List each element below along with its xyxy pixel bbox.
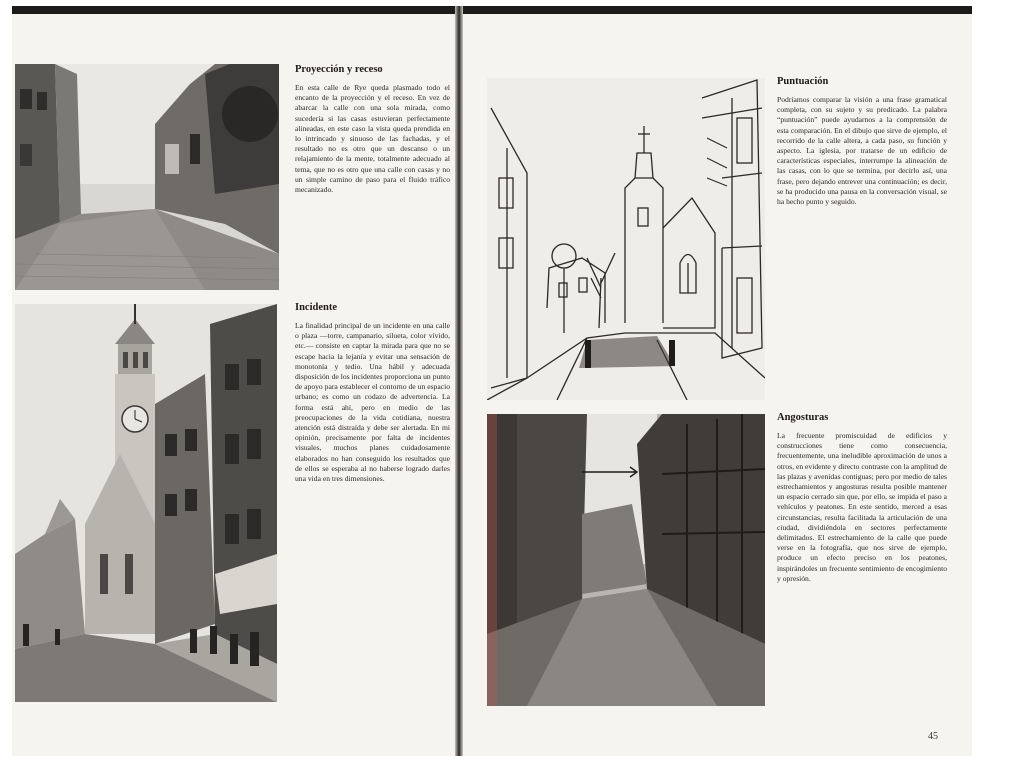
- section-title: Angosturas: [777, 412, 829, 423]
- section-body: La frecuente promiscuidad de edificios y construcciones tiene como consecuencia, frecuentemente, una ineludible aproximación de unos a otros, en evidente y directo contraste con la amplitud de las plazas y avenidas contiguas; pero por medio de tales estrechamientos y angosturas resulta posible mantener un espacio cerrado sin que, por ello, se impida el paso a vehículos y peatones. En este sentido, merced a esas circunstancias, resulta facilitada la articulación de una ciudad, dividiéndola en sectores perfectamente delimitados. El estrechamiento de la calle que puede verse en la fotografía, que nos sirve de ejemplo, produce un efecto preciso en los peatones, inspirándoles un frecuente sentimiento de encogimiento y opresión.: [777, 431, 947, 583]
- section-puntuacion: [777, 76, 947, 207]
- section-proyeccion: [295, 64, 450, 195]
- photo-rye-street: [15, 64, 279, 290]
- section-title: Incidente: [295, 302, 337, 313]
- photo-narrow-street: [487, 414, 765, 706]
- section-body: En esta calle de Rye queda plasmado todo el encanto de la proyección y el receso. En vez de abarcar la calle con una sola mirada, como sucedería si las casas estuvieran perfectamente alineadas, en este caso la vista queda prendida en lo intrincado y sinuoso de las fachadas, y el resultado no es otro que un descanso o un relajamiento de la mente, totalmente adecuado al tema, que no es otro que una calle con casas y no un simple camino de paso para el fluido tráfico mecanizado.: [295, 83, 450, 195]
- book-gutter: [455, 6, 463, 756]
- page-number: 45: [928, 731, 938, 742]
- section-angosturas: [777, 412, 947, 584]
- right-page: [463, 14, 972, 756]
- book-spread: [12, 6, 972, 756]
- section-body: La finalidad principal de un incidente en una calle o plaza —torre, campanario, silueta, color vívido, etc.— consiste en captar la mirada para que no se escape hacia la lejanía y evitar una sensación de monotonía y tedio. Una hábil y adecuada disposición de los incidentes proporciona un punto de apoyo para establecer el contorno de un espacio urbano; es como un codazo de advertencia. La forma está ahí, pero en medio de las preocupaciones de la vida cotidiana, nuestra atención está distraída y debe ser alertada. En mi opinión, precisamente por falta de incidentes visuales, muchos planes cuidadosamente elaborados no han conseguido los resultados que de ellos se esperaba al no haberse logrado darles una vida en tres dimensiones.: [295, 321, 450, 484]
- section-title: Proyección y receso: [295, 64, 383, 75]
- section-title: Puntuación: [777, 76, 829, 87]
- sketch-church-street: [487, 78, 765, 400]
- left-page: [12, 14, 455, 756]
- photo-clock-tower-street: [15, 304, 277, 702]
- section-body: Podríamos comparar la visión a una frase gramatical completa, con su sujeto y su predicado. La palabra “puntuación” puede ayudarnos a la comprensión de esta comparación. En el dibujo que sirve de ejemplo, el recorrido de la calle altera, a cada paso, su función y aspecto. La iglesia, por tratarse de un edificio de características especiales, interrumpe la alineación de las casas, con lo que se termina, por decirlo así, una frase, pero dejando entrever una continuación; es decir, se ha producido una pausa en la conversación visual, se ha hecho punto y seguido.: [777, 95, 947, 207]
- section-incidente: [295, 302, 450, 484]
